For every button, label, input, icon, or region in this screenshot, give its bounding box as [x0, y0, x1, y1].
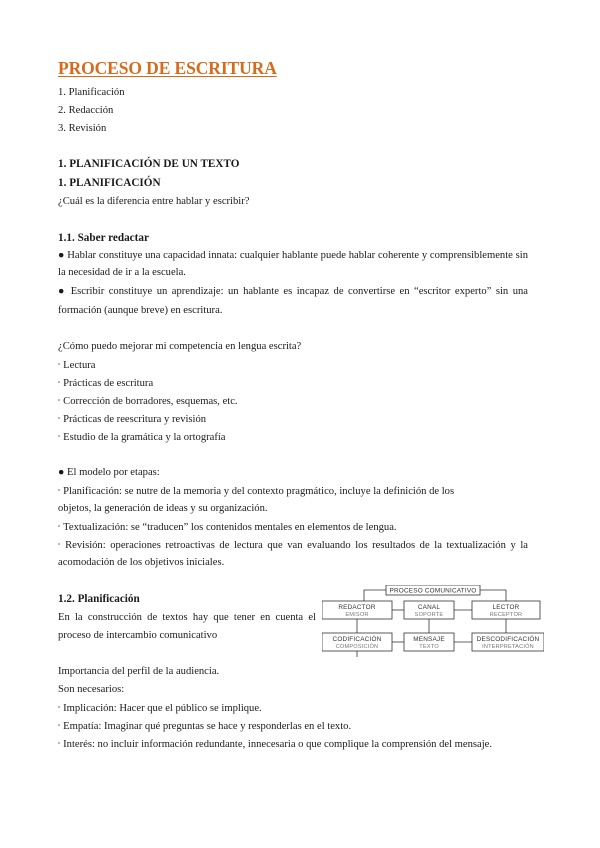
toc-item-1: 1. Planificación: [58, 87, 125, 98]
diagram-top-label: PROCESO COMUNICATIVO: [389, 587, 477, 595]
diagram-box-sublabel: EMISOR: [345, 612, 369, 618]
diagram-box-label: MENSAJE: [413, 636, 445, 643]
diagram-box-sublabel: SOPORTE: [414, 612, 444, 618]
diagram-connector: [364, 590, 386, 601]
question-text: ¿Cómo puedo mejorar mi competencia en lengua escrita?: [58, 341, 302, 352]
list-item: ▫ Implicación: Hacer que el público se implique.: [58, 703, 262, 714]
diagram-box-label: CODIFICACIÓN: [332, 636, 382, 643]
communication-process-diagram: [322, 585, 544, 659]
diagram-box-label: DESCODIFICACIÓN: [476, 636, 540, 643]
section-subheading: 1. PLANIFICACIÓN: [58, 177, 161, 189]
question-text: ¿Cuál es la diferencia entre hablar y escribir?: [58, 196, 250, 207]
model-heading: ● El modelo por etapas:: [58, 467, 160, 478]
subsection-heading: 1.2. Planificación: [58, 593, 140, 605]
paragraph-line: ▫ Revisión: operaciones retroactivas de lectura que van evaluando los resultados de la textualización y la: [58, 540, 528, 551]
paragraph-line: Son necesarios:: [58, 684, 125, 695]
paragraph-line: proceso de intercambio comunicativo: [58, 630, 218, 641]
diagram-box-sublabel: TEXTO: [419, 644, 439, 650]
diagram-box-sublabel: RECEPTOR: [489, 612, 523, 618]
diagram-box-sublabel: INTERPRETACIÓN: [482, 644, 534, 650]
bullet-icon: ▫: [58, 362, 61, 368]
list-item: ▫ Estudio de la gramática y la ortografía: [58, 432, 226, 443]
diagram-box-label: REDACTOR: [338, 604, 376, 611]
bullet-icon: ▫: [58, 524, 61, 530]
bullet-icon: ▫: [58, 542, 63, 548]
paragraph-line: ▫ Planificación: se nutre de la memoria y del contexto pragmático, incluye la definición de los: [58, 486, 455, 497]
toc-item-3: 3. Revisión: [58, 123, 107, 134]
paragraph-line: ▫ Textualización: se “traducen” los contenidos mentales en elementos de lengua.: [58, 522, 397, 533]
diagram-box-label: LECTOR: [492, 604, 520, 611]
section-heading: 1. PLANIFICACIÓN DE UN TEXTO: [58, 158, 240, 170]
list-item: ▫ Prácticas de reescritura y revisión: [58, 414, 207, 425]
paragraph-line: ● Hablar constituye una capacidad innata: cualquier hablante puede hablar coherente y comprensiblemente sin: [58, 250, 528, 261]
document-title: PROCESO DE ESCRITURA: [58, 58, 277, 78]
subsection-heading: 1.1. Saber redactar: [58, 232, 149, 244]
bullet-icon: ▫: [58, 416, 61, 422]
list-item: ▫ Interés: no incluir información redundante, innecesaria o que complique la comprensión del mensaje.: [58, 739, 493, 750]
paragraph-line: acomodación de los objetivos iniciales.: [58, 557, 225, 568]
list-item: ▫ Corrección de borradores, esquemas, etc.: [58, 396, 238, 407]
list-item: ▫ Empatía: Imaginar qué preguntas se hace y responderlas en el texto.: [58, 721, 352, 732]
bullet-icon: ▫: [58, 398, 61, 404]
bullet-icon: ▫: [58, 434, 61, 440]
bullet-icon: ▫: [58, 723, 61, 729]
diagram-connector: [480, 590, 506, 601]
paragraph-line: objetos, la generación de ideas y su organización.: [58, 503, 268, 514]
bullet-icon: ▫: [58, 705, 61, 711]
paragraph-line: formación (aunque breve) en escritura.: [58, 305, 223, 316]
bullet-icon: ▫: [58, 488, 61, 494]
list-item: ▫ Lectura: [58, 360, 96, 371]
diagram-box-label: CANAL: [417, 604, 441, 611]
bullet-icon: ▫: [58, 741, 61, 747]
diagram-box-sublabel: COMPOSICIÓN: [335, 644, 379, 650]
bullet-icon: ▫: [58, 380, 61, 386]
list-item: ▫ Prácticas de escritura: [58, 378, 154, 389]
paragraph-line: ● Escribir constituye un aprendizaje: un hablante es incapaz de convertirse en “escritor experto” sin una: [58, 286, 528, 297]
paragraph-line: En la construcción de textos hay que tener en cuenta el: [58, 612, 316, 623]
paragraph-line: la necesidad de ir a la escuela.: [58, 267, 186, 278]
toc-item-2: 2. Redacción: [58, 105, 114, 116]
paragraph-line: Importancia del perfil de la audiencia.: [58, 666, 220, 677]
